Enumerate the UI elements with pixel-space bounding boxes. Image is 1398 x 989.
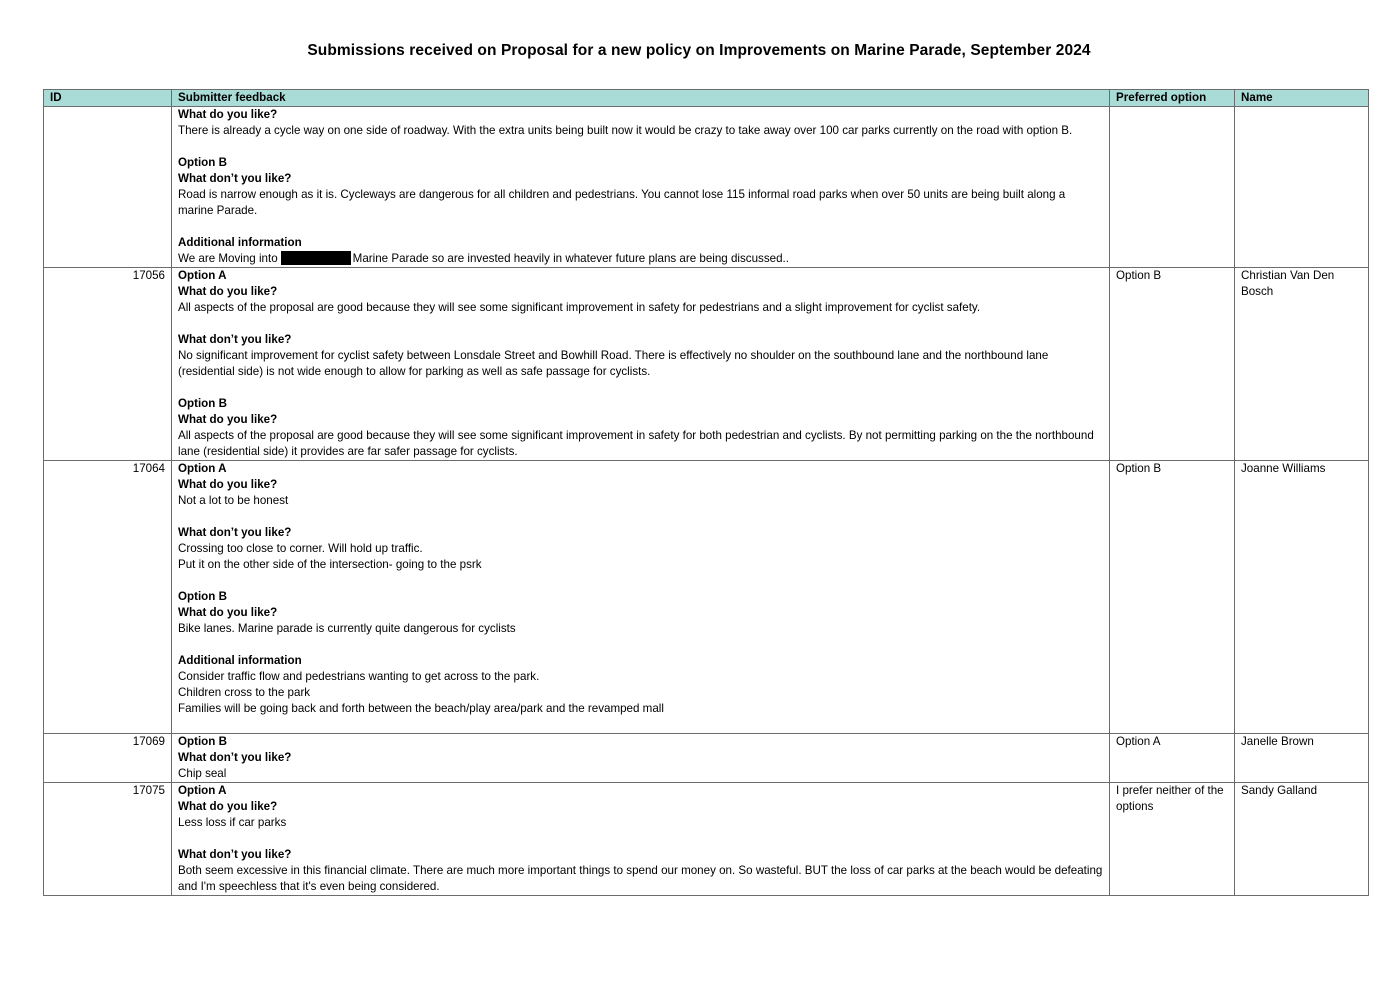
feedback-text: Less loss if car parks [178, 816, 287, 829]
feedback-heading: Option A [178, 269, 227, 282]
feedback-heading: Option B [178, 735, 227, 748]
redaction-box [281, 251, 351, 265]
feedback-text: Road is narrow enough as it is. Cycleways are dangerous for all children and pedestrians. You cannot lose 115 informal road parks when over 50 units are being built along a marine Parade. [178, 188, 1066, 217]
submission-id: 17056 [44, 268, 172, 461]
feedback-spacer [178, 573, 1103, 589]
feedback-heading: Additional information [178, 654, 302, 667]
feedback-text: Put it on the other side of the intersection- going to the psrk [178, 558, 482, 571]
feedback-text: There is already a cycle way on one side of roadway. With the extra units being built now it would be crazy to take away over 100 car parks currently on the road with option B. [178, 124, 1073, 137]
feedback-heading: Option B [178, 397, 227, 410]
feedback-text: All aspects of the proposal are good because they will see some significant improvement in safety for pedestrians and a slight improvement for cyclist safety. [178, 301, 981, 314]
feedback-text: Chip seal [178, 767, 227, 780]
feedback-spacer [178, 717, 1103, 733]
feedback-heading: What don’t you like? [178, 848, 292, 861]
submission-id: 17075 [44, 783, 172, 896]
preferred-option [1110, 107, 1235, 268]
feedback-heading: What don’t you like? [178, 751, 292, 764]
submission-id: 17064 [44, 461, 172, 734]
feedback-spacer [178, 831, 1103, 847]
submitter-name [1235, 107, 1369, 268]
feedback-text: Not a lot to be honest [178, 494, 289, 507]
feedback-heading: Option B [178, 156, 227, 169]
table-row [44, 268, 1369, 461]
feedback-heading: Option B [178, 590, 227, 603]
submission-id [44, 107, 172, 268]
feedback-heading: What don’t you like? [178, 526, 292, 539]
feedback-heading: What don’t you like? [178, 333, 292, 346]
submitter-name: Christian Van Den Bosch [1235, 268, 1369, 461]
submissions-table [43, 89, 1369, 896]
feedback-heading: What do you like? [178, 108, 278, 121]
feedback-heading: What don’t you like? [178, 172, 292, 185]
feedback-spacer [178, 380, 1103, 396]
preferred-option: Option B [1110, 268, 1235, 461]
feedback-text: Marine Parade so are invested heavily in whatever future plans are being discussed.. [352, 252, 789, 265]
feedback-text: Bike lanes. Marine parade is currently quite dangerous for cyclists [178, 622, 516, 635]
feedback-heading: Option A [178, 784, 227, 797]
feedback-spacer [178, 637, 1103, 653]
feedback-spacer [178, 509, 1103, 525]
feedback-heading: What do you like? [178, 413, 278, 426]
header-feedback: Submitter feedback [172, 90, 1110, 107]
submitter-feedback [172, 734, 1110, 783]
submitter-feedback [172, 783, 1110, 896]
feedback-heading: What do you like? [178, 606, 278, 619]
feedback-text: No significant improvement for cyclist safety between Lonsdale Street and Bowhill Road. There is effectively no shoulder on the southbound lane and the northbound lane (residential side) is not wide enough to allow for parking as well as safe passage for cyclists. [178, 349, 1049, 378]
feedback-spacer [178, 316, 1103, 332]
page-title: Submissions received on Proposal for a new policy on Improvements on Marine Parade, September 2024 [307, 42, 1091, 59]
feedback-text: Crossing too close to corner. Will hold up traffic. [178, 542, 423, 555]
feedback-text: Families will be going back and forth between the beach/play area/park and the revamped mall [178, 702, 664, 715]
feedback-spacer [178, 139, 1103, 155]
submitter-name: Joanne Williams [1235, 461, 1369, 734]
feedback-text: We are Moving into [178, 252, 278, 265]
submitter-feedback [172, 461, 1110, 734]
submitter-feedback [172, 107, 1110, 268]
feedback-heading: Option A [178, 462, 227, 475]
header-name: Name [1235, 90, 1369, 107]
preferred-option: Option A [1110, 734, 1235, 783]
header-preferred-option: Preferred option [1110, 90, 1235, 107]
feedback-spacer [178, 219, 1103, 235]
feedback-heading: What do you like? [178, 800, 278, 813]
feedback-heading: What do you like? [178, 285, 278, 298]
table-body [44, 107, 1369, 896]
table-row [44, 107, 1369, 268]
table-row [44, 734, 1369, 783]
table-header-row [44, 90, 1369, 107]
submitter-feedback [172, 268, 1110, 461]
table-row [44, 783, 1369, 896]
feedback-text: Consider traffic flow and pedestrians wanting to get across to the park. [178, 670, 540, 683]
preferred-option: I prefer neither of the options [1110, 783, 1235, 896]
feedback-heading: Additional information [178, 236, 302, 249]
header-id: ID [44, 90, 172, 107]
feedback-text: All aspects of the proposal are good because they will see some significant improvement in safety for both pedestrian and cyclists. By not permitting parking on the the northbound lane (residential side) it provides are far safer passage for cyclists. [178, 429, 1094, 458]
submitter-name: Janelle Brown [1235, 734, 1369, 783]
feedback-text: Children cross to the park [178, 686, 311, 699]
feedback-line [178, 251, 1103, 267]
submission-id: 17069 [44, 734, 172, 783]
table-row [44, 461, 1369, 734]
preferred-option: Option B [1110, 461, 1235, 734]
submitter-name: Sandy Galland [1235, 783, 1369, 896]
feedback-text: Both seem excessive in this financial climate. There are much more important things to spend our money on. So wasteful. BUT the loss of car parks at the beach would be defeating and I'm speechless that it's even being considered. [178, 864, 1103, 893]
feedback-heading: What do you like? [178, 478, 278, 491]
